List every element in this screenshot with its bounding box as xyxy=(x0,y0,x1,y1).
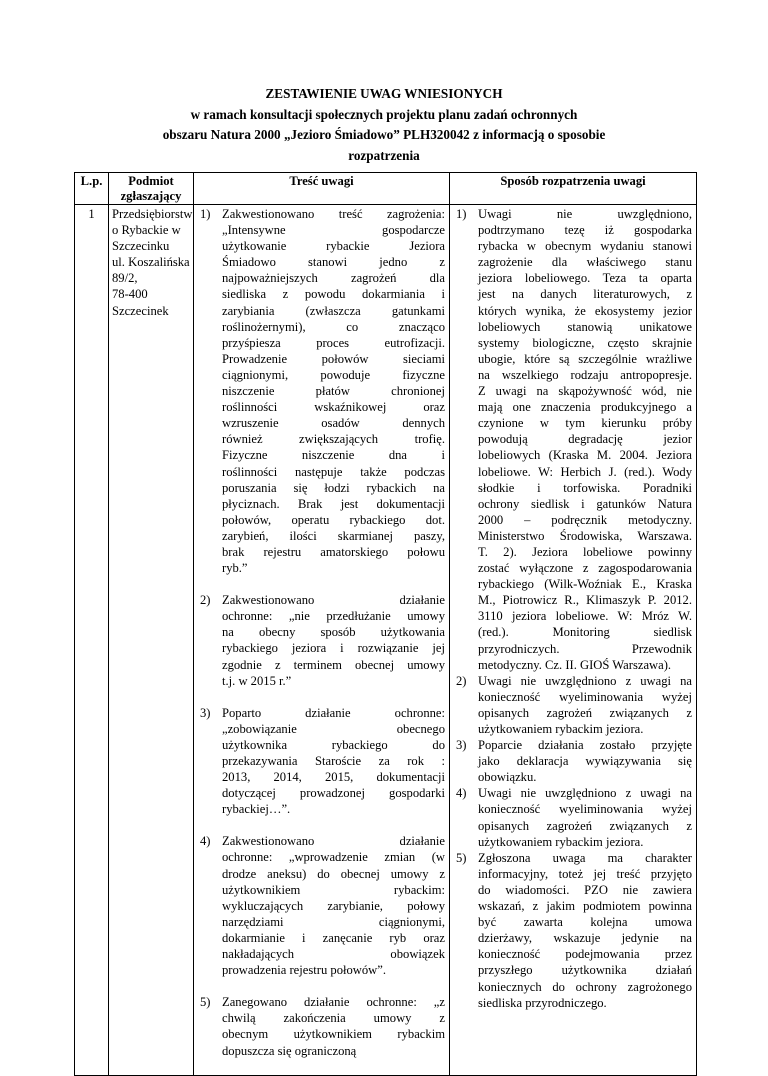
tresc-text-line: t.j. w 2015 r.” xyxy=(222,673,292,688)
sposob-text-line: Z uwagi na skąpożywność wód, nie xyxy=(478,384,692,399)
tresc-text-line: ochronne: „nie przedłużanie umowy xyxy=(222,609,445,624)
tresc-list xyxy=(196,206,445,1059)
title-line-3: obszaru Natura 2000 „Jezioro Śmiadowo” PLH320042 z informacją o sposobie xyxy=(162,127,606,142)
tresc-text-line: Zakwestionowano działanie xyxy=(222,593,445,608)
header-lp: L.p. xyxy=(75,173,109,205)
sposob-text-line: Ministerstwo Środowiska, Warszawa. xyxy=(478,528,692,543)
sposob-text-line: opisanych zagrożeń związanych z xyxy=(478,818,692,833)
tresc-item-text xyxy=(222,206,445,576)
tresc-text-line: „zobowiązanie obecnego xyxy=(222,721,445,736)
sposob-text-line: zostać wyłączone z zagospodarowania xyxy=(478,561,692,576)
tresc-text-line: zgodnie z terminem obecnej umowy xyxy=(222,657,445,672)
sposob-text-line: T. 2). Jeziora lobeliowe powinny xyxy=(478,544,692,559)
sposob-text-line: jako deklaracja wywiązywania się xyxy=(478,754,692,769)
sposob-text-line: użytkowaniem rybackim jeziora. xyxy=(478,834,644,849)
header-tresc: Treść uwagi xyxy=(194,173,450,205)
tresc-text-line: poruszania się łodzi rybackich na xyxy=(222,480,445,495)
tresc-item-number: 4) xyxy=(200,834,211,849)
sposob-text-line: czynione w tym kierunku próby xyxy=(478,416,692,431)
tresc-text-line: siedliska z powodu dokarmiania i xyxy=(222,287,445,302)
title-line-1: ZESTAWIENIE UWAG WNIESIONYCH xyxy=(265,86,503,101)
header-podmiot xyxy=(109,173,194,205)
tresc-item xyxy=(196,994,445,1058)
sposob-item xyxy=(452,850,692,1011)
sposob-text-line: Zgłoszona uwaga ma charakter xyxy=(478,850,692,865)
tresc-text-line: 2013, 2014, 2015, dokumentacji xyxy=(222,770,445,785)
tresc-text-line: niszczenie płatów chronionej xyxy=(222,384,445,399)
sposob-item-number: 1) xyxy=(456,207,467,221)
sposob-text-line: być zawarta kolejna umowa xyxy=(478,915,692,930)
tresc-text-line: wzruszenie osadów dennych xyxy=(222,416,445,431)
tresc-text-line: zarybień, ilości skarmianej paszy, xyxy=(222,528,445,543)
tresc-text-line: brak rejestru amatorskiego połowu xyxy=(222,544,445,559)
sposob-text-line: konieczność podejmowania przez xyxy=(478,947,692,962)
document-title xyxy=(100,84,668,166)
sposob-text-line: na wszelkiego rodzaju antropopresje. xyxy=(478,367,692,382)
sposob-text-line: ubogie, które są szczególnie wrażliwe xyxy=(478,351,692,366)
tresc-text-line: również zwiększających trofię. xyxy=(222,432,445,447)
tresc-text-line: „Intensywne gospodarcze xyxy=(222,223,445,238)
cell-tresc xyxy=(194,205,450,1076)
cell-sposob xyxy=(450,205,697,1076)
podmiot-line: 89/2, xyxy=(112,271,138,286)
sposob-text-line: metodyczny. Cz. II. GIOŚ Warszawa). xyxy=(478,657,672,672)
sposob-text-line: jest na danych literaturowych, z xyxy=(478,287,692,302)
tresc-text-line: roślinności wskaźnikowej oraz xyxy=(222,400,445,415)
tresc-text-line: Zanegowano działanie ochronne: „z xyxy=(222,995,445,1010)
tresc-text-line: Fizyczne niszczenie dna i xyxy=(222,448,445,463)
header-podmiot-line-2: zgłaszający xyxy=(120,189,182,203)
sposob-text-line: do wiadomości. PZO nie zawiera xyxy=(478,882,692,897)
sposob-item-text xyxy=(478,785,692,849)
tresc-text-line: dotyczącej prowadzonej gospodarki xyxy=(222,786,445,801)
sposob-text-line: (red.). Monitoring siedlisk xyxy=(478,625,692,640)
sposob-text-line: Uwagi nie uwzględniono, xyxy=(478,207,692,221)
tresc-text-line: przekazywania Staroście za rok : xyxy=(222,754,445,768)
tresc-text-line: chwilą zakończenia umowy z xyxy=(222,1011,445,1026)
tresc-item-text xyxy=(222,833,445,978)
podmiot-line: 78-400 xyxy=(112,287,148,302)
tresc-item-number: 1) xyxy=(200,207,211,221)
tresc-text-line: dokarmianie i zanęcanie ryb oraz xyxy=(222,930,445,945)
sposob-item-text xyxy=(478,206,692,673)
sposob-text-line: Poparcie działania zostało przyjęte xyxy=(478,738,692,753)
tresc-text-line: użytkownikiem rybackim: xyxy=(222,882,445,897)
sposob-item-text xyxy=(478,673,692,737)
sposob-text-line: przyrodniczych. Przewodnik xyxy=(478,641,692,656)
tresc-text-line: ciągnionymi, powoduje fizyczne xyxy=(222,367,445,382)
sposob-item xyxy=(452,785,692,849)
tresc-item xyxy=(196,592,445,689)
table-header-row xyxy=(75,173,697,205)
sposob-text-line: użytkowaniem rybackim jeziora. xyxy=(478,722,644,736)
title-line-2: w ramach konsultacji społecznych projektu planu zadań ochronnych xyxy=(190,106,578,122)
tresc-item xyxy=(196,705,445,818)
sposob-item-number: 4) xyxy=(456,786,467,801)
sposob-text-line: siedliska przyrodniczego. xyxy=(478,995,607,1010)
sposob-text-line: przyszłego użytkownika działań xyxy=(478,963,692,978)
cell-lp: 1 xyxy=(75,205,109,1076)
table-row xyxy=(75,205,697,1076)
sposob-text-line: informacyjny, toteż jej treść przyjęto xyxy=(478,866,692,881)
tresc-text-line: dopuszcza się ograniczoną xyxy=(222,1043,357,1058)
sposob-text-line: M., Piotrowicz R., Klimaszyk P. 2012. xyxy=(478,593,692,608)
sposob-text-line: Uwagi nie uwzględniono z uwagi na xyxy=(478,673,692,688)
tresc-text-line: płyciznach. Brak jest dokumentacji xyxy=(222,496,445,511)
podmiot-line: Szczecinku xyxy=(112,239,170,254)
sposob-text-line: zagrożenie dla właściwego stanu xyxy=(478,255,692,270)
sposob-text-line: konieczność wyeliminowania wyżej xyxy=(478,802,692,817)
tresc-text-line: Śmiadowo stanowi jedno z xyxy=(222,255,445,270)
tresc-text-line: ryb.” xyxy=(222,561,248,576)
sposob-item-number: 2) xyxy=(456,673,467,688)
tresc-text-line: Zakwestionowano działanie xyxy=(222,834,445,849)
sposob-text-line: lobeliowe. W: Herbich J. (red.). Wody xyxy=(478,464,692,479)
sposob-text-line: 3110 jeziora lobeliowe. W: Mróz W. xyxy=(478,609,692,624)
sposob-text-line: lobeliowych stanowią unikatowe xyxy=(478,319,692,334)
tresc-text-line: na obecny sposób użytkowania xyxy=(222,625,445,640)
header-sposob: Sposób rozpatrzenia uwagi xyxy=(450,173,697,205)
tresc-text-line: prowadzenia rejestru połowów”. xyxy=(222,963,387,978)
sposob-text-line: Uwagi nie uwzględniono z uwagi na xyxy=(478,786,692,801)
tresc-text-line: drodze aneksu) do obecnej umowy z xyxy=(222,866,445,881)
tresc-text-line: Zakwestionowano treść zagrożenia: xyxy=(222,207,445,221)
tresc-text-line: obecnym użytkownikiem rybackim xyxy=(222,1027,445,1042)
header-podmiot-line-1: Podmiot xyxy=(128,174,174,188)
tresc-text-line: roślinożernymi), co znacząco xyxy=(222,319,445,334)
remarks-table xyxy=(74,172,697,1076)
tresc-item-number: 2) xyxy=(200,593,211,608)
tresc-text-line: nakładających obowiązek xyxy=(222,947,445,962)
sposob-text-line: wskazań, z jakim podmiotem powinna xyxy=(478,899,692,914)
tresc-text-line: zarybiania (zwłaszcza gatunkami xyxy=(222,303,445,318)
tresc-item xyxy=(196,206,445,576)
sposob-item xyxy=(452,673,692,737)
sposob-text-line: rybacka w obecnym wydaniu stanowi xyxy=(478,239,692,254)
sposob-item xyxy=(452,206,692,673)
sposob-item xyxy=(452,737,692,785)
sposob-text-line: konieczność wyeliminowania wyżej xyxy=(478,689,692,704)
sposob-item-text xyxy=(478,850,692,1011)
sposob-text-line: słodkie i torfowiska. Poradniki xyxy=(478,480,692,495)
sposob-text-line: koniecznych do ochrony zagrożonego xyxy=(478,979,692,994)
tresc-text-line: użytkownika rybackiego do xyxy=(222,737,445,752)
tresc-text-line: wykluczających zarybianie, połowy xyxy=(222,898,445,913)
tresc-text-line: narzędziami ciągnionymi, xyxy=(222,914,445,929)
sposob-text-line: lobeliowych (Kraska M. 2004. Jeziora xyxy=(478,448,692,463)
tresc-item xyxy=(196,833,445,978)
tresc-text-line: użytkowanie rybackie Jeziora xyxy=(222,239,445,254)
sposob-text-line: dzierżawy, wskazuje jedynie na xyxy=(478,931,692,946)
tresc-item-text xyxy=(222,705,445,818)
sposob-text-line: opisanych zagrożeń związanych z xyxy=(478,705,692,720)
title-line-4: rozpatrzenia xyxy=(348,147,420,163)
tresc-item-text xyxy=(222,592,445,689)
sposob-item-number: 5) xyxy=(456,850,467,865)
sposob-item-number: 3) xyxy=(456,738,467,753)
sposob-text-line: rybackiego (Wilk-Woźniak E., Kraska xyxy=(478,577,692,592)
tresc-text-line: roślinności następuje także podczas xyxy=(222,464,445,479)
cell-podmiot xyxy=(109,205,194,1076)
tresc-text-line: ochronne: „wprowadzenie zmian (w xyxy=(222,850,445,865)
sposob-list xyxy=(452,206,692,1011)
tresc-text-line: rybackiego jeziora i rozwiązanie jej xyxy=(222,641,445,656)
sposob-text-line: mają one znaczenia produkcyjnego a xyxy=(478,400,692,415)
sposob-text-line: ochrony siedlisk i gatunków Natura xyxy=(478,496,692,511)
podmiot-line: ul. Koszalińska xyxy=(112,255,190,270)
sposob-text-line: których wynika, że ekosystemy jezior xyxy=(478,303,692,318)
tresc-text-line: Poparto działanie ochronne: xyxy=(222,705,445,720)
sposob-text-line: 2000 – podręcznik metodyczny. xyxy=(478,512,692,527)
sposob-text-line: powodują degradację jezior xyxy=(478,432,692,447)
sposob-text-line: jeziora lobeliowego. Teza ta oparta xyxy=(478,271,692,286)
tresc-text-line: Prowadzenie połowów sieciami xyxy=(222,351,445,366)
sposob-text-line: systemy biologiczne, często skrajnie xyxy=(478,335,692,350)
tresc-text-line: przyśpiesza proces eutrofizacji. xyxy=(222,335,445,350)
tresc-item-number: 5) xyxy=(200,995,211,1010)
tresc-text-line: rybackiej…”. xyxy=(222,802,291,817)
podmiot-line: Szczecinek xyxy=(112,303,169,318)
tresc-item-text xyxy=(222,994,445,1058)
podmiot-line: o Rybackie w xyxy=(112,223,181,238)
sposob-text-line: obowiązku. xyxy=(478,770,537,785)
tresc-item-number: 3) xyxy=(200,705,211,720)
sposob-text-line: podtrzymano tezę iż gospodarka xyxy=(478,223,692,238)
podmiot-line: Przedsiębiorstw xyxy=(112,207,193,221)
tresc-text-line: najpoważniejszych zagrożeń dla xyxy=(222,271,445,286)
sposob-item-text xyxy=(478,737,692,785)
tresc-text-line: połowów, operatu rybackiego dot. xyxy=(222,512,445,527)
